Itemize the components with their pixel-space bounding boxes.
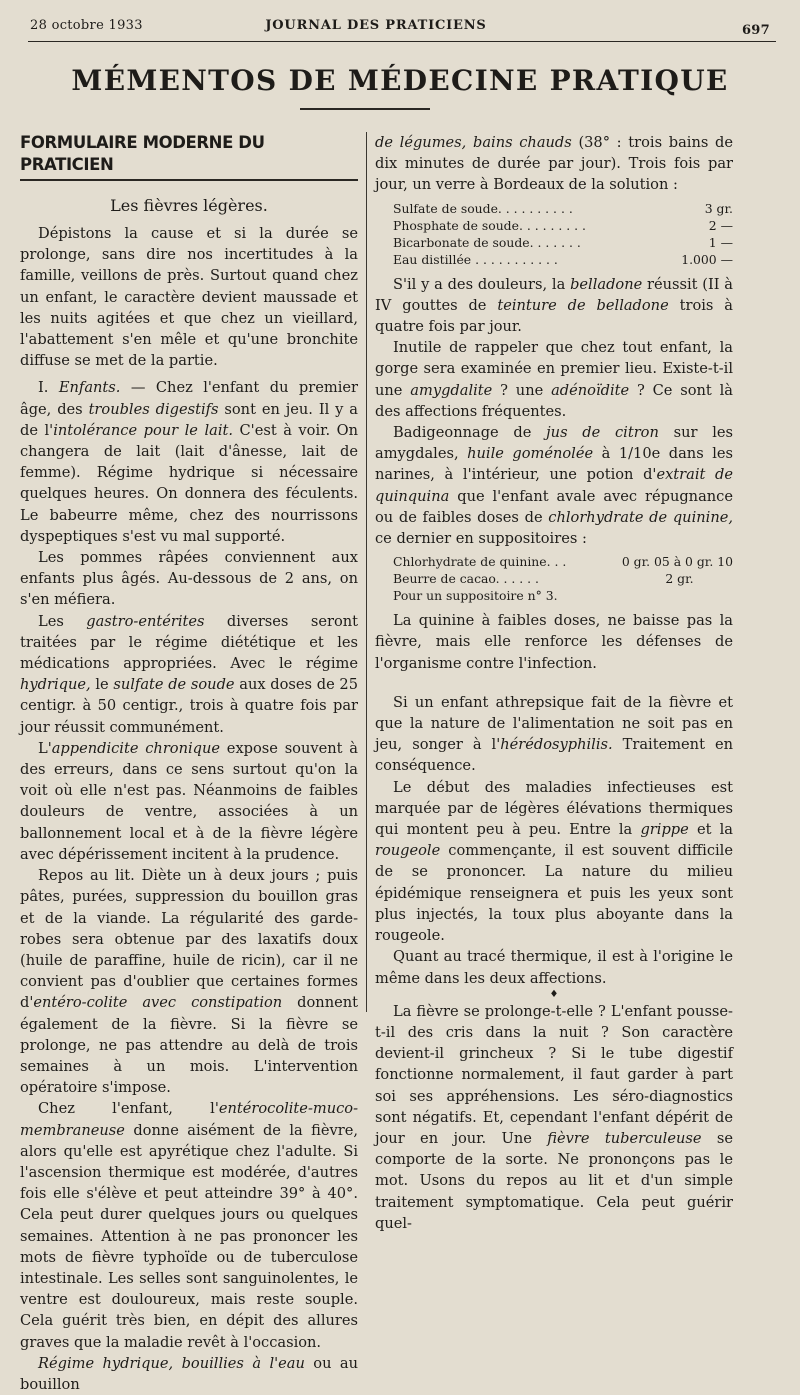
masthead-title: MÉMENTOS DE MÉDECINE PRATIQUE [71, 64, 729, 97]
section-separator: ♦ [549, 988, 559, 1000]
issue-date: 28 octobre 1933 [30, 18, 143, 33]
running-head [30, 18, 770, 38]
header-rule [28, 41, 776, 42]
paragraph: Régime hydrique, bouillies à l'eau ou au bouillon [20, 1354, 358, 1393]
formula-row: Beurre de cacao. . . . . . 2 gr. [393, 571, 733, 587]
formula-row: Phosphate de soude. . . . . . . . . 2 — [393, 217, 733, 233]
paragraph: I. Enfants. — Chez l'enfant du premier âge, des troubles digestifs sont en jeu. Il y a de l'intolérance pour le lait. C'est à voir. On changera de lait (lait d'ânesse, lait de femme). Régime hydrique si nécessaire quelques heures. On donnera des féculents. Le babeurre même, chez des nourrissons dyspeptiques s'est vu mal supporté. [20, 379, 359, 545]
formula-row: Chlorhydrate de quinine. . . 0 gr. 05 à 0 gr. 10 [393, 554, 733, 570]
formula-solution [393, 200, 733, 268]
paragraph: Quant au tracé thermique, il est à l'origine le même dans les deux affections. [375, 948, 733, 987]
journal-title: JOURNAL DES PRATICIENS [265, 18, 487, 33]
paragraph: de légumes, bains chauds (38° : trois bains de dix minutes de durée par jour). Trois fois par jour, un verre à Bordeaux de la solution : [375, 134, 733, 194]
paragraph: Badigeonnage de jus de citron sur les amygdales, huile goménolée à 1/10e dans les narines, à l'intérieur, une potion d'extrait de quinquina que l'enfant avale avec répugnance ou de faibles doses de chlorhydrate de quinine, ce dernier en suppositoires : [375, 424, 734, 548]
paragraph: Repos au lit. Diète un à deux jours ; puis pâtes, purées, suppression du bouillon gras et de la viande. La régularité des garde-robes sera obtenue par des laxatifs doux (huile de paraffine, huile de ricin), car il ne convient pas d'oublier que certaines formes d'entéro-colite avec constipation donnent également de la fièvre. Si la fièvre se prolonge, ne pas attendre au delà de trois semaines à un mois. L'intervention opératoire s'impose. [20, 867, 359, 1097]
formula-row: Sulfate de soude. . . . . . . . . . 3 gr. [393, 200, 733, 216]
paragraph: Dépistons la cause et si la durée se prolonge, sans dire nos incertitudes à la famille, veillons de près. Surtout quand chez un enfant, le caractère devient maussade et les nuits agitées et que chez un vieillard, l'abattement s'en mêle et qu'une bronchite diffuse se met de la partie. [20, 225, 358, 370]
left-column [20, 132, 358, 1395]
formula-note: Pour un suppositoire n° 3. [393, 588, 558, 604]
page-number: 697 [741, 23, 770, 38]
section-title: FORMULAIRE MODERNE DU PRATICIEN [20, 132, 358, 181]
paragraph: La quinine à faibles doses, ne baisse pas la fièvre, mais elle renforce les défenses de l'organisme contre l'infection. [375, 612, 733, 672]
formula-suppository [393, 553, 733, 604]
paragraph: Si un enfant athrepsique fait de la fièvre et que la nature de l'alimentation ne soit pas en jeu, songer à l'hérédosyphilis. Traitement en conséquence. [375, 693, 733, 775]
masthead-rule [300, 108, 430, 110]
paragraph: Les gastro-entérites diverses seront traitées par le régime diététique et les médications appropriées. Avec le régime hydrique, le sulfate de soude aux doses de 25 centigr. à 50 centigr., trois à quatre fois par jour réussit communément. [20, 612, 358, 736]
paragraph: Les pommes râpées conviennent aux enfants plus âgés. Au-dessous de 2 ans, on s'en méfiera. [20, 549, 358, 609]
paragraph: La fièvre se prolonge-t-elle ? L'enfant pousse-t-il des cris dans la nuit ? Son caractère devient-il grincheux ? Si le tube digestif fonctionne normalement, il faut garder à part soi ses appréhensions. Les séro-diagnostics sont négatifs. Et, cependant l'enfant dépérit de jour en jour. Une fièvre tuberculeuse se comporte de la sorte. Ne prononçons pas le mot. Usons du repos au lit et d'un simple traitement symptomatique. Cela peut guérir quel- [375, 1002, 733, 1232]
formula-row: Bicarbonate de soude. . . . . . . 1 — [393, 234, 733, 250]
paragraph: Le début des maladies infectieuses est marquée par de légères élévations thermiques qui montent peu à peu. Entre la grippe et la rougeole commençante, il est souvent difficile de se prononcer. La nature du milieu épidémique renseignera et puis les yeux sont plus injectés, la toux plus aboyante dans la rougeole. [375, 778, 733, 945]
paragraph: Inutile de rappeler que chez tout enfant, la gorge sera examinée en premier lieu. Existe-t-il une amygdalite ? une adénoïdite ? Ce sont là des affections fréquentes. [375, 339, 734, 420]
paragraph: Chez l'enfant, l'entérocolite-muco-membraneuse donne aisément de la fièvre, alors qu'elle est apyrétique chez l'adulte. Si l'ascension thermique est modérée, d'autres fois elle s'élève et peut atteindre 39° à 40°. Cela peut durer quelques jours ou quelques semaines. Attention à ne pas prononcer les mots de fièvre typhoïde ou de tuberculose intestinale. Les selles sont sanguinolentes, le ventre est douloureux, mais reste souple. Cela guérit très bien, en dépit des allures graves que la maladie revêt à l'occasion. [20, 1100, 358, 1351]
column-divider [366, 132, 367, 1012]
formula-row: Eau distillée . . . . . . . . . . . 1.000 — [393, 251, 733, 267]
paragraph: L'appendicite chronique expose souvent à des erreurs, dans ce sens surtout qu'on la voit où elle n'est pas. Néanmoins de faibles douleurs de ventre, associées à un ballonnement local et à de la fièvre légère avec dépérissement incitent à la prudence. [20, 739, 358, 863]
paragraph: S'il y a des douleurs, la belladone réussit (II à IV gouttes de teinture de belladone trois à quatre fois par jour. [375, 275, 733, 336]
right-column [375, 132, 733, 1234]
article-title: Les fièvres légères. [110, 196, 268, 215]
